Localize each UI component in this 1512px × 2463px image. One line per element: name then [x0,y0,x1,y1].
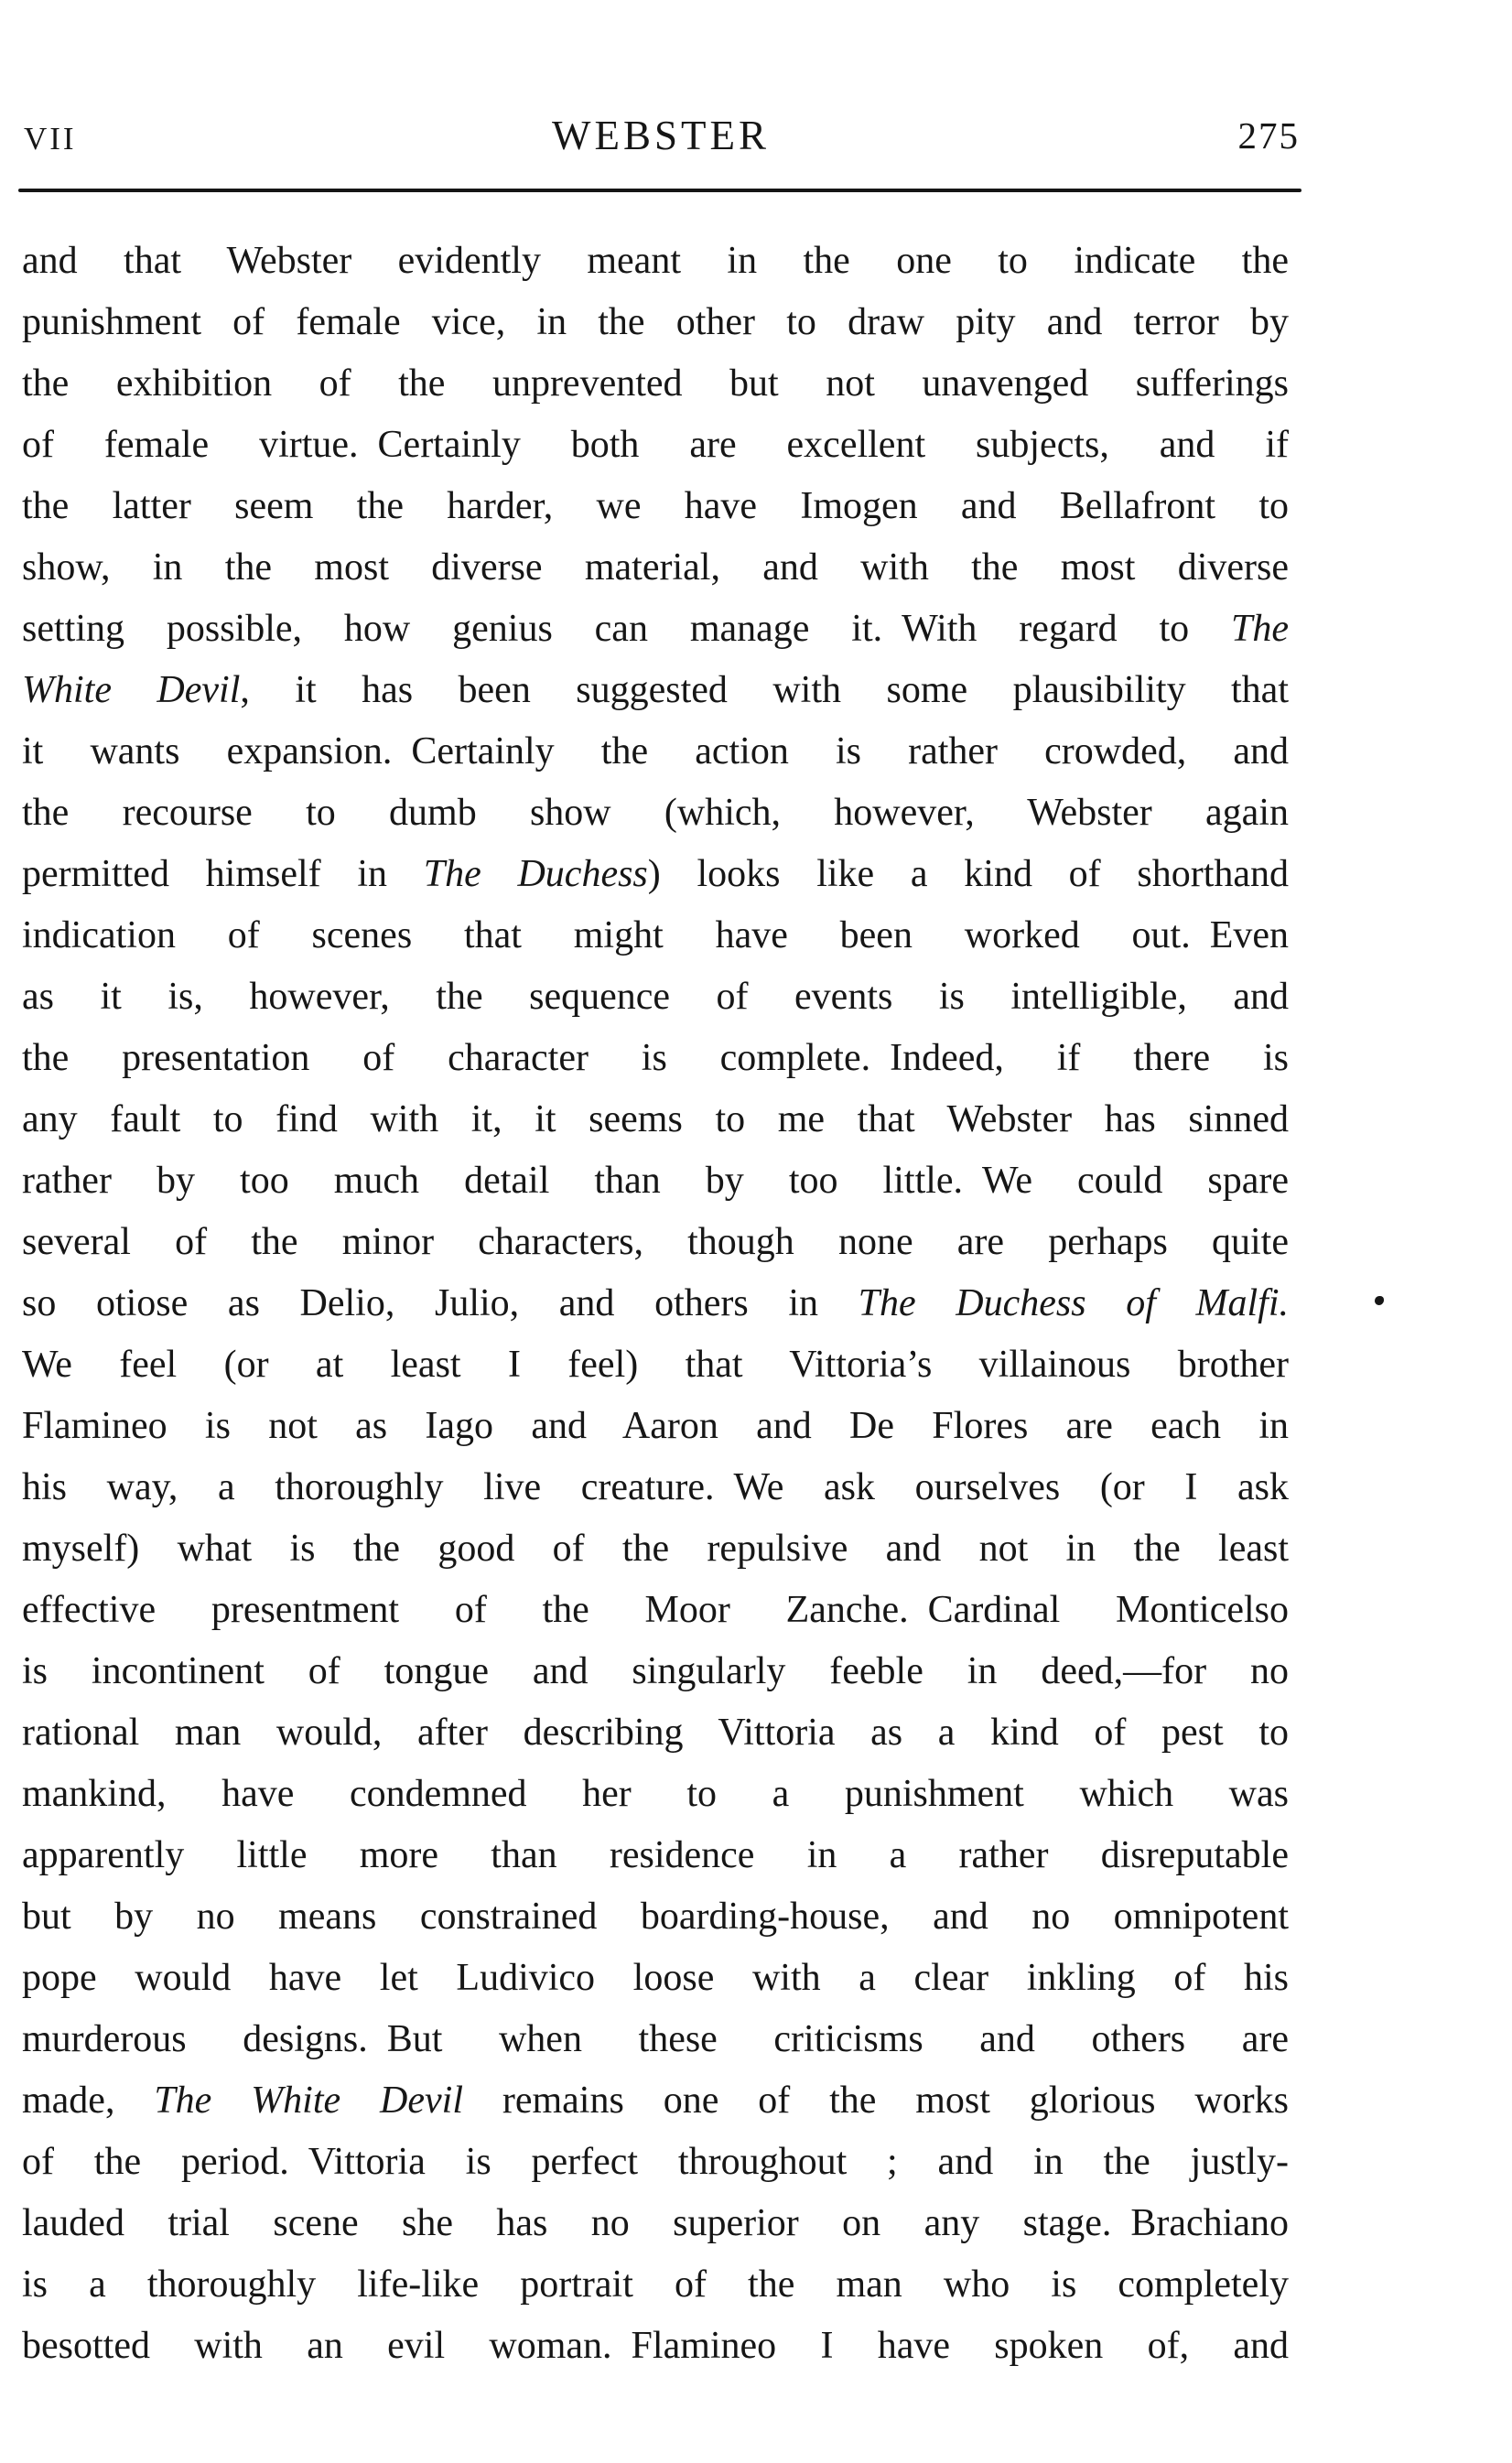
text-line [22,1825,1289,1886]
text-segment: mankind, have condemned her to a punishment which was [22,1773,1289,1815]
running-title: WEBSTER [552,113,770,158]
italic-text-segment: White Devil [22,669,241,711]
text-line [22,967,1289,1028]
text-line [22,1948,1289,2009]
text-segment: murderous designs. But when these criticisms and others are [22,2018,1289,2060]
text-segment: made, [22,2080,155,2122]
text-line [22,2070,1289,2132]
text-segment: the exhibition of the unprevented but not unavenged sufferings [22,362,1289,405]
text-line [22,844,1289,905]
running-head [22,112,1300,159]
text-segment: the recourse to dumb show (which, however, Webster again [22,792,1289,834]
text-segment: his way, a thoroughly live creature. We ask ourselves (or I ask [22,1466,1289,1508]
text-segment: , it has been suggested with some plausibility that [240,669,1289,711]
text-segment: punishment of female vice, in the other to draw pity and terror by [22,301,1289,343]
chapter-numeral: VII [24,121,77,157]
text-line [22,2132,1289,2193]
italic-text-segment: The Duchess of Malfi. [858,1282,1289,1324]
text-line [22,1028,1289,1089]
text-segment: is a thoroughly life-like portrait of the man who is completely [22,2263,1289,2306]
text-line [22,905,1289,967]
text-segment: effective presentment of the Moor Zanche. Cardinal Monticelso [22,1589,1289,1631]
text-segment: of the period. Vittoria is perfect throughout ; and in the justly- [22,2141,1289,2183]
text-segment: it wants expansion. Certainly the action is rather crowded, and [22,730,1289,772]
text-line [22,476,1289,537]
text-segment: the presentation of character is complete. Indeed, if there is [22,1037,1289,1079]
text-segment: Flamineo is not as Iago and Aaron and De Flores are each in [22,1405,1289,1447]
text-line [22,1089,1289,1150]
text-segment: remains one of the most glorious works [463,2080,1290,2122]
text-segment: as it is, however, the sequence of events is intelligible, and [22,976,1289,1018]
text-line [22,353,1289,415]
text-line [22,2316,1289,2377]
text-segment: and that Webster evidently meant in the one to indicate the [22,240,1289,282]
text-line [22,1518,1289,1580]
text-line [22,1334,1289,1396]
text-line [22,1212,1289,1273]
text-line [22,1641,1289,1702]
text-segment: lauded trial scene she has no superior on any stage. Brachiano [22,2202,1289,2244]
page-body [22,231,1289,2377]
text-line [22,1580,1289,1641]
text-segment: several of the minor characters, though none are perhaps quite [22,1221,1289,1263]
text-segment: show, in the most diverse material, and with the most diverse [22,546,1289,589]
text-line [22,1764,1289,1825]
text-line [22,1396,1289,1457]
text-line [22,1457,1289,1518]
text-line [22,660,1289,721]
text-segment: besotted with an evil woman. Flamineo I have spoken of, and [22,2325,1289,2367]
text-line [22,292,1289,353]
text-segment: myself) what is the good of the repulsive and not in the least [22,1528,1289,1570]
text-line [22,721,1289,783]
ink-dot-artifact [1375,1296,1384,1305]
italic-text-segment: The Duchess [423,853,648,895]
text-segment: indication of scenes that might have been worked out. Even [22,914,1289,956]
text-line [22,2009,1289,2070]
header-rule [18,189,1301,192]
text-line [22,1273,1289,1334]
text-line [22,537,1289,599]
text-line [22,415,1289,476]
text-segment: rather by too much detail than by too little. We could spare [22,1160,1289,1202]
text-segment: of female virtue. Certainly both are excellent subjects, and if [22,424,1289,466]
text-segment: setting possible, how genius can manage it. With regard to [22,608,1231,650]
text-line [22,783,1289,844]
text-segment: any fault to find with it, it seems to me that Webster has sinned [22,1098,1289,1140]
text-segment: rational man would, after describing Vittoria as a kind of pest to [22,1712,1289,1754]
italic-text-segment: The White Devil [154,2080,463,2122]
text-line [22,1150,1289,1212]
text-segment: so otiose as Delio, Julio, and others in [22,1282,859,1324]
text-segment: We feel (or at least I feel) that Vittoria’s villainous brother [22,1344,1289,1386]
text-line [22,2254,1289,2316]
page-number: 275 [1237,114,1300,157]
text-segment: but by no means constrained boarding-house, and no omnipotent [22,1896,1289,1938]
text-segment: ) looks like a kind of shorthand [647,853,1290,895]
italic-text-segment: The [1231,608,1289,650]
text-segment: apparently little more than residence in a rather disreputable [22,1834,1289,1876]
text-line [22,231,1289,292]
text-line [22,599,1289,660]
text-segment: pope would have let Ludivico loose with a clear inkling of his [22,1957,1289,1999]
text-line [22,1886,1289,1948]
text-line [22,2193,1289,2254]
text-segment: the latter seem the harder, we have Imogen and Bellafront to [22,485,1289,527]
text-segment: permitted himself in [22,853,424,895]
text-segment: is incontinent of tongue and singularly feeble in deed,—for no [22,1650,1289,1692]
text-line [22,1702,1289,1764]
